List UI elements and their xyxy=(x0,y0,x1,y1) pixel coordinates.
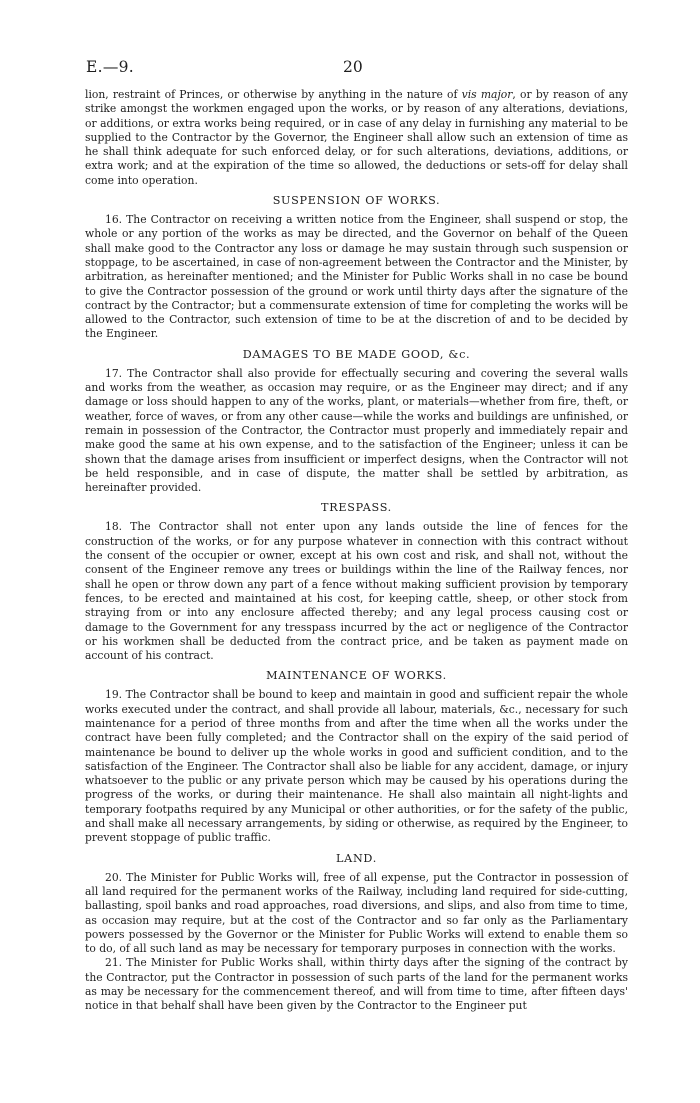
section-heading-maintenance: MAINTENANCE OF WORKS. xyxy=(266,669,447,683)
clause-17: 17. The Contractor shall also provide for effectually securing and covering the several walls and works from the weather, as occasion may require, or as the Engineer may direct; and if any damage or loss should happen to any of the works, plant, or materials—whether from fire, theft, or weather, force of waves, or from any other cause—while the works and buildings are unfinished, or remain in possession of the Contractor, the Contractor must properly and immediately repair and make good the same at his own expense, and to the satisfaction of the Engineer; unless it can be shown that the damage arises from insufficient or imperfect designs, when the Contractor will not be held responsible, and in case of dispute, the matter shall be settled by arbitration, as hereinafter provided. xyxy=(85,366,628,495)
intro-text-a: lion, restraint of Princes, or otherwise by anything in the nature of xyxy=(85,88,462,101)
clause-16: 16. The Contractor on receiving a written notice from the Engineer, shall suspend or stop, the whole or any portion of the works as may be directed, and the Governor on behalf of the Queen shall make good to the Contractor any loss or damage he may sustain through such suspension or stoppage, to be ascertained, in case of non-agreement between the Contractor and the Minister, by arbitration, as hereinafter mentioned; and the Minister for Public Works shall in no case be bound to give the Contractor possession of the ground or work until thirty days after the signature of the contract by the Contractor; but a commensurate extension of time for completing the works will be allowed to the Contractor, such extension of time to be at the discretion of and to be decided by the Engineer. xyxy=(85,213,628,341)
intro-text-b: , or by reason of any strike amongst the workmen engaged upon the works, or by reason of any alterations, deviations, or additions, or extra works being required, or in case of any delay in furnishing any material to be supplied to the Contractor by the Governor, the Engineer shall allow such an extension of time as he shall think adequate for such enforced delay, or for such alterations, deviations, additions, or extra work; and at the expiration of the time so allowed, the deductions or sets-off for delay shall come into operation. xyxy=(85,88,629,187)
section-heading-damages: DAMAGES TO BE MADE GOOD, &c. xyxy=(242,347,471,361)
intro-italic-term: vis major xyxy=(461,88,513,101)
clause-19: 19. The Contractor shall be bound to keep and maintain in good and sufficient repair the whole works executed under the contract, and shall provide all labour, materials, &c., necessary for such maintenance for a period of three months from and after the time when all the works under the contract have been fully completed; and the Contractor shall on the expiry of the said period of maintenance be bound to deliver up the whole works in good and sufficient condition, and to the satisfaction of the Engineer. The Contractor shall also be liable for any accident, damage, or injury whatsoever to the public or any private person which may be caused by his operations during the progress of the works, or during their maintenance. He shall also maintain all night-lights and temporary footpaths required by any Municipal or other authorities, or for the safety of the public, and shall make all necessary arrangements, by siding or otherwise, as required by the Engineer, to prevent stoppage of public traffic. xyxy=(85,688,628,845)
intro-paragraph xyxy=(85,88,628,188)
clause-21: 21. The Minister for Public Works shall, within thirty days after the signing of the contract by the Contractor, put the Contractor in possession of such parts of the land for the permanent works as may be necessary for the commencement thereof, and will from time to time, after fifteen days' notice in that behalf shall have been given by the Contractor to the Engineer put xyxy=(85,956,628,1013)
clause-18: 18. The Contractor shall not enter upon any lands outside the line of fences for the construction of the works, or for any purpose whatever in connection with this contract without the consent of the occupier or owner, except at his own cost and risk, and shall not, without the consent of the Engineer remove any trees or buildings within the line of the Railway fences, nor shall he open or throw down any part of a fence without making sufficient provision by temporary fences, to be erected and maintained at his cost, for keeping cattle, sheep, or other stock from straying from or into any enclosure affected thereby; and any legal process causing cost or damage to the Government for any tresspass incurred by the act or negligence of the Contractor or his workmen shall be deducted from the contract price, and be taken as payment made on account of his contract. xyxy=(85,520,628,663)
section-heading-suspension: SUSPENSION OF WORKS. xyxy=(272,194,441,208)
section-heading-trespass: TRESPASS. xyxy=(321,501,392,515)
series-label: E.—9. xyxy=(86,58,135,76)
clause-20: 20. The Minister for Public Works will, free of all expense, put the Contractor in possession of all land required for the permanent works of the Railway, including land required for side-cutting, ballasting, spoil banks and road approaches, road diversions, and slips, and also from time to time, as occasion may require, but at the cost of the Contractor and so far only as the Parliamentary powers possessed by the Governor or the Minister for Public Works will extend to enable them so to do, of all such land as may be necessary for temporary purposes in connection with the works. xyxy=(85,870,628,956)
document-body xyxy=(85,88,628,1014)
section-heading-land: LAND. xyxy=(336,851,377,865)
page-number: 20 xyxy=(343,58,363,76)
